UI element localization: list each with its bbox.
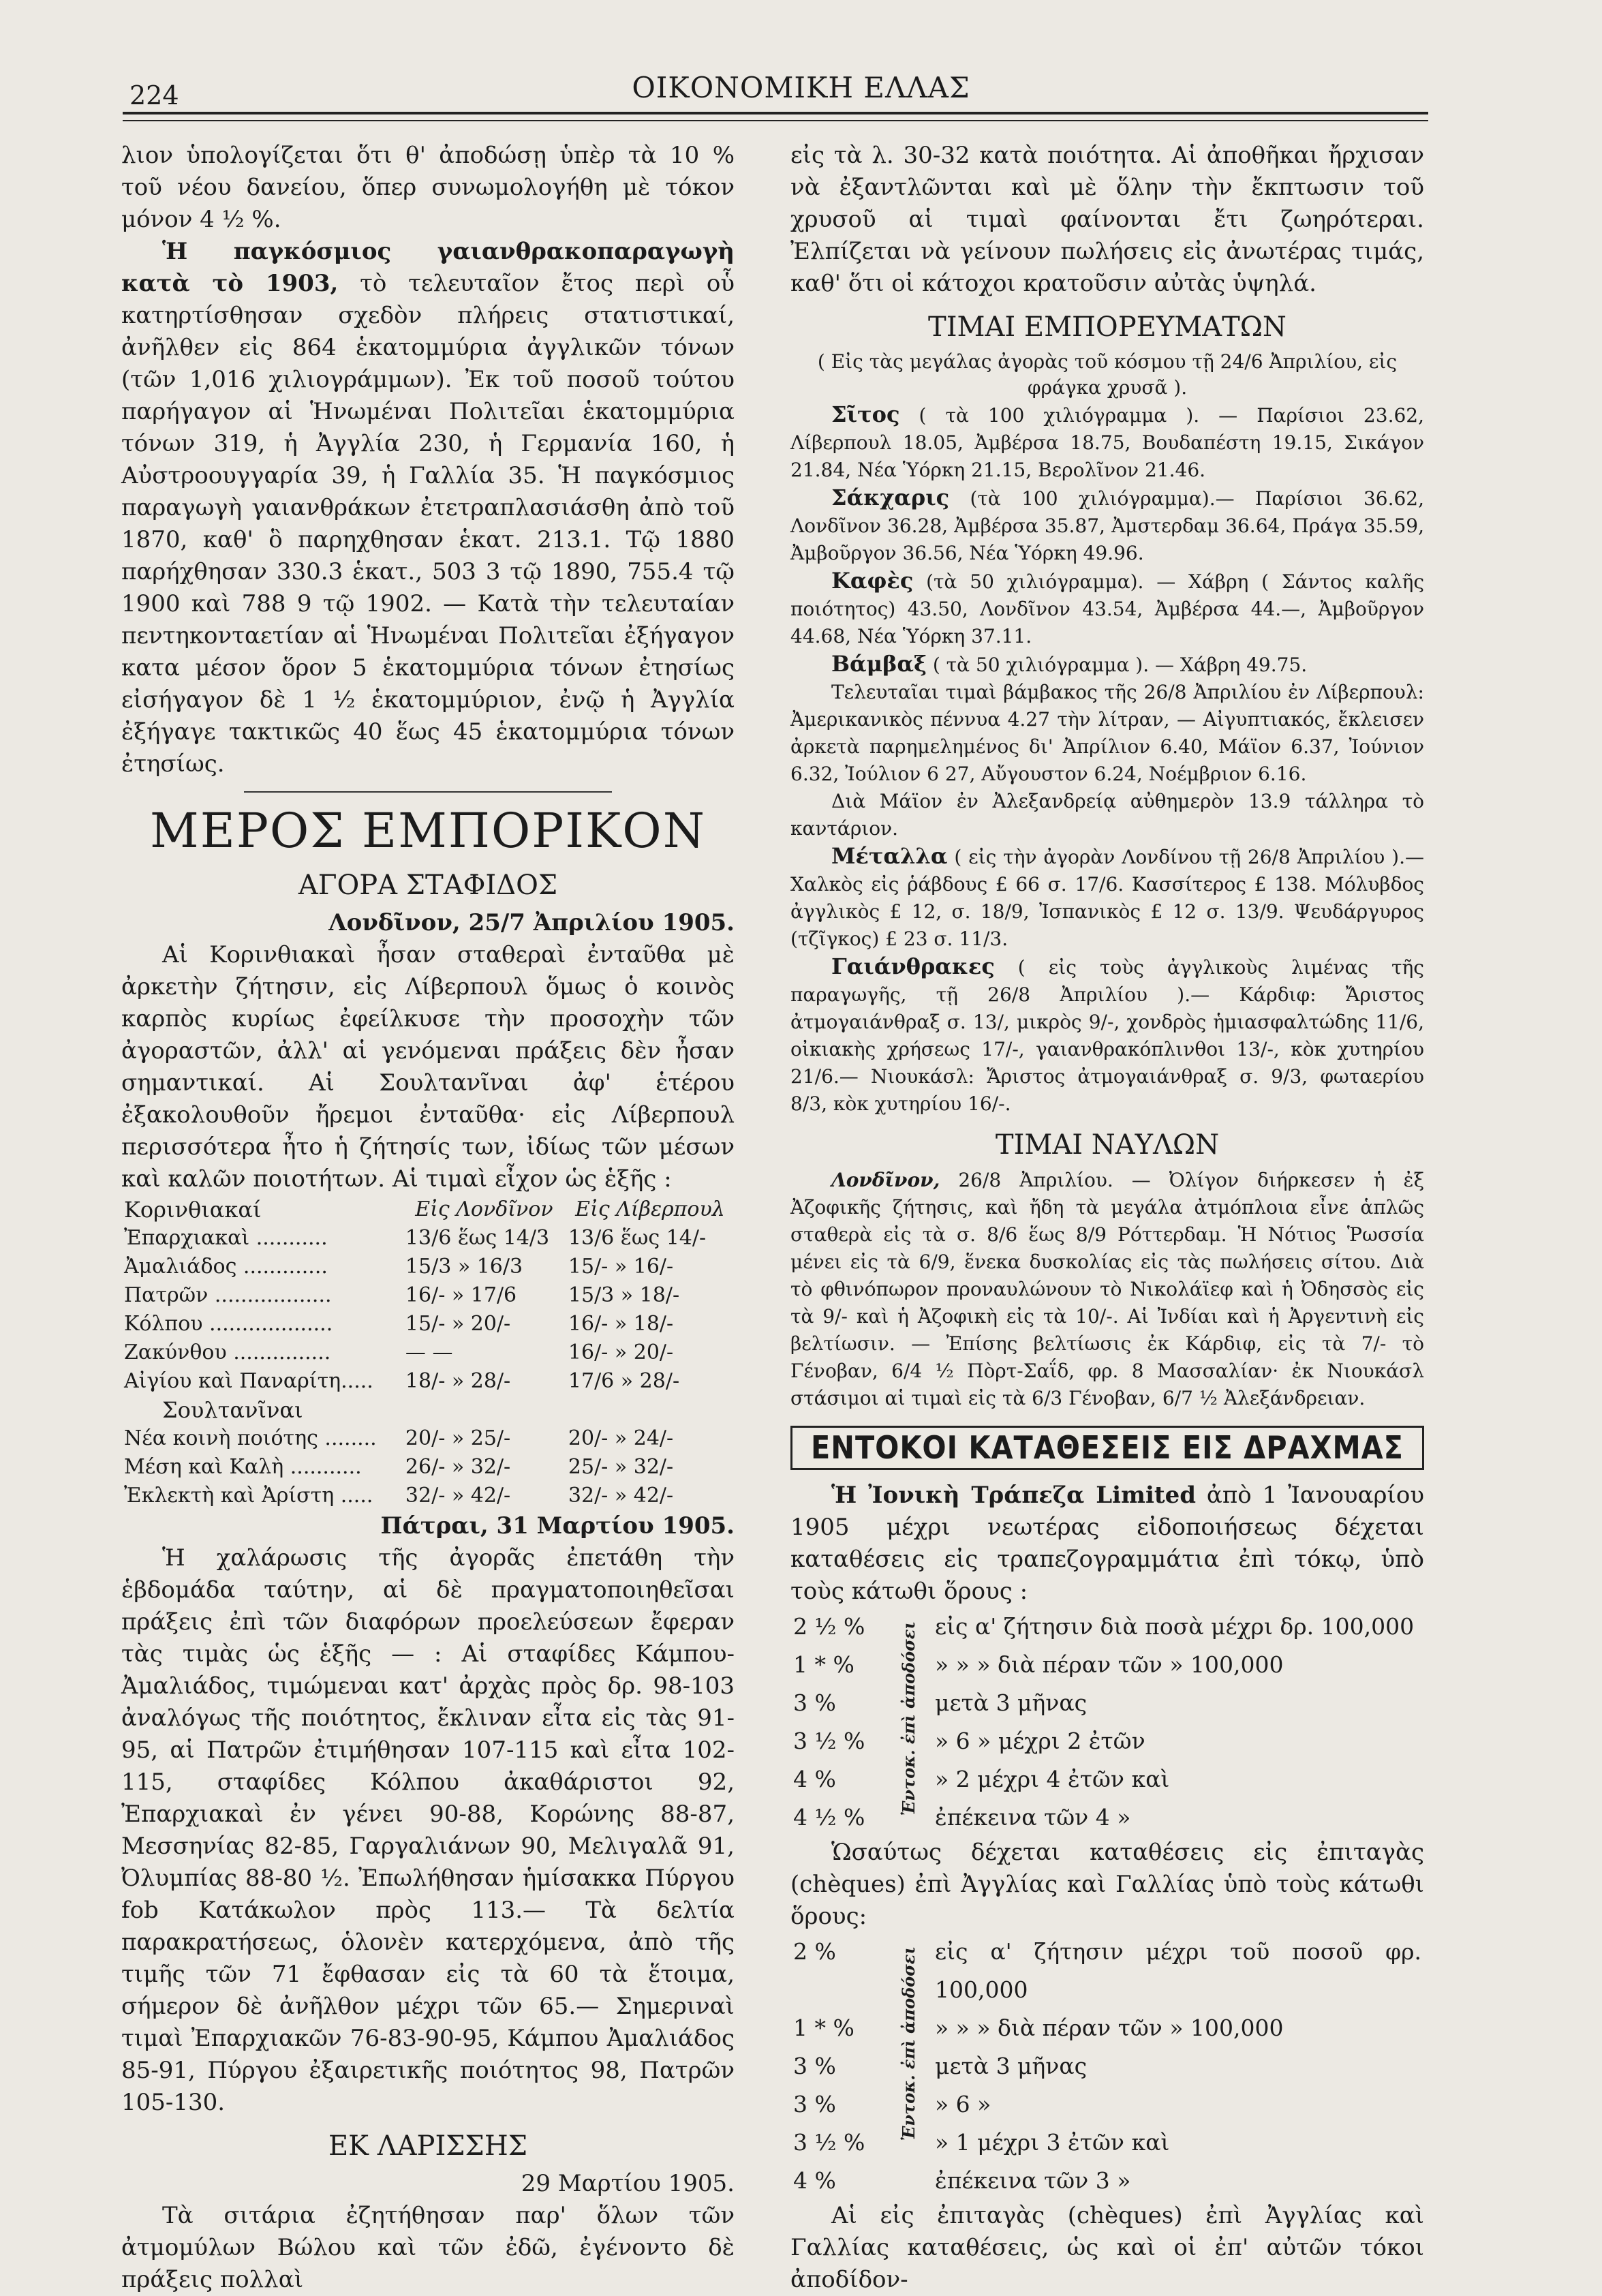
header-rule-thin bbox=[123, 120, 1428, 121]
larissa-date: 29 Μαρτίου 1905. bbox=[521, 2170, 735, 2197]
right-column bbox=[790, 140, 1424, 2296]
cell-liverpool: 15/3 » 18/- bbox=[568, 1283, 680, 1307]
side-note: Ἐντοκ. ἐπὶ ἀποδόσει bbox=[899, 1621, 919, 1816]
rate-desc: μετὰ 3 μῆνας bbox=[935, 2053, 1088, 2079]
goods-subtitle: ( Εἰς τὰς μεγάλας ἀγορὰς τοῦ κόσμου τῇ 24/6 Ἀπριλίου, εἰς φράγκα χρυσᾶ ). bbox=[817, 350, 1398, 399]
cell-liverpool: 20/- » 24/- bbox=[568, 1426, 674, 1450]
rate-desc: μετὰ 3 μῆνας bbox=[935, 1689, 1088, 1716]
table-row bbox=[790, 1722, 1424, 1760]
larissa-title: ΕΚ ΛΑΡΙΣΣΗΣ bbox=[328, 2130, 527, 2162]
rate-desc: » 1 μέχρι 3 ἐτῶν καὶ bbox=[935, 2129, 1170, 2156]
patras-text: Ἡ χαλάρωσις τῆς ἀγορᾶς ἐπετάθη τὴν ἑβδομάδα ταύτην, αἱ δὲ πραγματοποιηθεῖσαι πράξεις ἐπὶ τῶν διαφόρων προελεύσεων ἔφεραν τὰς τιμὰς ὡς ἑξῆς — : Αἱ σταφίδες Κάμπου-Ἀμαλιάδος, τιμώμεναι κατ' ἀρχὰς πρὸς δρ. 98-103 ἀναλόγως τῆς ποιότητος, ἔκλιναν εἶτα εἰς τὰς 91-95, αἱ Πατρῶν ἐτιμήθησαν 107-115 καὶ εἶτα 102-115, σταφίδες Κόλπου ἀκαθάριστοι 92, Ἐπαρχιακαὶ ἐν γένει 90-88, Κορώνης 88-87, Μεσσηνίας 82-85, Γαργαλιάνων 90, Μελιγαλᾶ 91, Ὀλυμπίας 88-80 ½. Ἐπωλήθησαν ἡμίσακκα Πύργου fob Κατάκωλον πρὸς 113.— Τὰ δελτία παρακρατήσεως, ὁλονὲν κατερχόμενα, ἀπὸ τῆς τιμῆς τῶν 71 ἔφθασαν εἰς τὰ 60 τὰ ἕτοιμα, σήμερον δὲ ἀνῆλθον μέχρι τῶν 65.— Σημεριναὶ τιμαὶ Ἐπαρχιακῶν 76-83-90-95, Κάμπου Ἀμαλιάδος 85-91, Πύργου ἐξαιρετικῆς ποιότητος 98, Πατρῶν 105-130. bbox=[121, 1544, 735, 2116]
col-header-liverpool: Εἰς Λίβερπουλ bbox=[575, 1197, 725, 1221]
goods-text: ( εἰς τοὺς ἀγγλικοὺς λιμένας τῆς παραγωγῆς, τῇ 26/8 Ἀπριλίου ).— Κάρδιφ: Ἄριστος ἀτμογαιάνθραξ σ. 13/, μικρὸς 9/-, χονδρὸς ἡμιασφαλτώδης 11/6, οἰκιακὴς χρήσεως 17/-, γαιανθρακόπλινθοι 13/-, κὸκ χυτηρίου 21/6.— Νιουκάσλ: Ἄριστος ἀτμογαιάνθραξ σ. 9/3, φωταερίου 8/3, κὸκ χυτηρίου 16/-. bbox=[790, 956, 1424, 1115]
table-row bbox=[790, 1798, 1424, 1837]
col-header-london: Εἰς Λονδῖνον bbox=[415, 1197, 553, 1221]
cell-name: Ἀμαλιάδος ............. bbox=[124, 1255, 328, 1279]
freight-paragraph bbox=[790, 1167, 1424, 1412]
cell-london: 15/- » 20/- bbox=[405, 1312, 511, 1336]
cheque-rates bbox=[790, 1933, 1424, 2200]
left-intro: λιον ὑπολογίζεται ὅτι θ' ἀποδώσῃ ὑπὲρ τὰ 10 % τοῦ νέου δανείου, ὅπερ συνωμολογήθη μὲ τόκον μόνον 4 ½ %. bbox=[121, 142, 735, 233]
separator bbox=[244, 791, 612, 793]
london-text: Αἱ Κορινθιακαὶ ἦσαν σταθεραὶ ἐνταῦθα μὲ ἀρκετὴν ζήτησιν, εἰς Λίβερπουλ ὅμως ὁ κοινὸς καρπὸς κυρίως ἐφείλκυσε τὴν προσοχὴν τῶν ἀγοραστῶν, ἀλλ' αἱ γενόμεναι πράξεις δὲν ἦσαν σημαντικαί. Αἱ Σουλτανῖναι ἀφ' ἑτέρου ἐξακολουθοῦν ἤρεμοι ἐνταῦθα· εἰς Λίβερπουλ περισσότερα ἦτο ἡ ζήτησίς των, ἰδίως τῶν μέσων καὶ καλῶν ποιοτήτων. Αἱ τιμαὶ εἶχον ὡς ἑξῆς : bbox=[121, 941, 735, 1193]
cell-name: Μέση καὶ Καλὴ ........... bbox=[124, 1455, 362, 1479]
goods-text: ( τὰ 100 χιλιόγραμμα ). — Παρίσιοι 23.62, Λίβερπουλ 18.05, Ἀμβέρσα 18.75, Βουδαπέστη 19.15, Σικάγον 21.84, Νέα Ὑόρκη 21.15, Βερολῖνον 21.46. bbox=[790, 404, 1424, 481]
rate: 3 ½ % bbox=[793, 2129, 865, 2156]
freight-title: ΤΙΜΑΙ ΝΑΥΛΩΝ bbox=[995, 1129, 1220, 1161]
currant-title: ΑΓΟΡΑ ΣΤΑΦΙΔΟΣ bbox=[298, 870, 558, 901]
cell-liverpool: 17/6 » 28/- bbox=[568, 1369, 680, 1393]
table-row bbox=[790, 1646, 1424, 1684]
table-row bbox=[121, 1367, 735, 1396]
london-dateline: Λονδῖνον, 25/7 Ἀπριλίου 1905. bbox=[328, 909, 735, 936]
table-row bbox=[790, 2047, 1424, 2085]
cheque-rate-table bbox=[790, 1933, 1424, 2200]
cell-london: 32/- » 42/- bbox=[405, 1484, 511, 1507]
rate: 1 * % bbox=[793, 1651, 854, 1678]
col-header-kind: Κορινθιακαί bbox=[124, 1197, 262, 1223]
cell-name: Πατρῶν .................. bbox=[124, 1283, 332, 1307]
table-row bbox=[121, 1453, 735, 1482]
table-row bbox=[790, 2009, 1424, 2047]
table-row bbox=[790, 1684, 1424, 1722]
rate: 4 % bbox=[793, 2167, 836, 2194]
drachma-rate-table bbox=[790, 1608, 1424, 1837]
table-row bbox=[790, 1933, 1424, 2009]
closing-text: Αἱ εἰς ἐπιταγὰς (chèques) ἐπὶ Ἀγγλίας καὶ Γαλλίας καταθέσεις, ὡς καὶ οἱ ἐπ' αὐτῶν τόκοι ἀποδίδον- bbox=[790, 2202, 1424, 2293]
table-row bbox=[121, 1310, 735, 1338]
coal-paragraph bbox=[121, 236, 735, 780]
goods-text: Τελευταῖαι τιμαὶ βάμβακος τῆς 26/8 Ἀπριλίου ἐν Λίβερπουλ: Ἀμερικανικὸς πέννυα 4.27 τὴν λίτραν, — Αἰγυπτιακός, ἔκλεισεν ἀρκετὰ παρημελημένος δι' Ἀπρίλιον 6.40, Μάϊον 6.37, Ἰούνιον 6.32, Ἰούλιον 6 27, Αὔγουστον 6.24, Νοέμβριον 6.16. bbox=[790, 681, 1424, 785]
cell-name: Ἐπαρχιακαὶ ........... bbox=[124, 1226, 328, 1250]
goods-text: ( τὰ 50 χιλιόγραμμα ). — Χάβρη 49.75. bbox=[926, 654, 1308, 676]
goods-entry bbox=[790, 842, 1424, 953]
cell-name: Ζακύνθου ............... bbox=[124, 1341, 331, 1364]
goods-name: Καφὲς bbox=[831, 568, 914, 594]
goods-entry bbox=[790, 679, 1424, 788]
rate: 4 % bbox=[793, 1766, 836, 1792]
cheques-text: Ὡσαύτως δέχεται καταθέσεις εἰς ἐπιταγὰς (chèques) ἐπὶ Ἀγγλίας καὶ Γαλλίας ὑπὸ τοὺς κάτωθι ὅρους: bbox=[790, 1839, 1424, 1930]
goods-entry bbox=[790, 401, 1424, 484]
rate: 2 % bbox=[793, 1938, 836, 1965]
goods-entry bbox=[790, 953, 1424, 1118]
goods-entry bbox=[790, 650, 1424, 679]
table-row bbox=[121, 1224, 735, 1253]
table-row bbox=[790, 1760, 1424, 1798]
coal-heading: Ἡ παγκόσμιος γαιανθρακοπαραγωγὴ κατὰ τὸ 1903, bbox=[121, 238, 735, 297]
table-row bbox=[121, 1338, 735, 1367]
table-row bbox=[121, 1424, 735, 1453]
cell-name: Κόλπου ................... bbox=[124, 1312, 333, 1336]
cell-london: — — bbox=[405, 1341, 453, 1364]
rate: 1 * % bbox=[793, 2015, 854, 2041]
table-row bbox=[790, 1608, 1424, 1646]
table-row bbox=[121, 1253, 735, 1281]
table-row bbox=[121, 1281, 735, 1310]
running-title: ΟΙΚΟΝΟΜΙΚΗ ΕΛΛΑΣ bbox=[632, 71, 970, 104]
goods-name: Γαιάνθρακες bbox=[831, 953, 995, 979]
cell-name: Νέα κοινὴ ποιότης ........ bbox=[124, 1426, 377, 1450]
goods-text: Διὰ Μάϊον ἐν Ἀλεξανδρείᾳ αὐθημερὸν 13.9 τάλληρα τὸ καντάριον. bbox=[790, 790, 1424, 840]
rate-desc: » » » διὰ πέραν τῶν » 100,000 bbox=[935, 2015, 1284, 2041]
table-row bbox=[790, 2085, 1424, 2124]
rate-desc: » 6 » bbox=[935, 2091, 991, 2117]
cell-liverpool: 16/- » 18/- bbox=[568, 1312, 674, 1336]
cell-name: Αἰγίου καὶ Παναρίτη..... bbox=[124, 1369, 373, 1393]
ionian-text: ἀπὸ 1 Ἰανουαρίου 1905 μέχρι νεωτέρας εἰδοποιήσεως δέχεται καταθέσεις εἰς τραπεζογραμμάτια ἐπὶ τόκῳ, ὑπὸ τοὺς κάτωθι ὅρους : bbox=[790, 1482, 1425, 1605]
side-note: Ἐντοκ. ἐπὶ ἀποδόσει bbox=[899, 1946, 919, 2141]
cell-london: 18/- » 28/- bbox=[405, 1369, 511, 1393]
table-row bbox=[121, 1482, 735, 1510]
goods-name: Μέταλλα bbox=[831, 843, 948, 869]
rate-desc: εἰς α' ζήτησιν διὰ ποσὰ μέχρι δρ. 100,000 bbox=[935, 1613, 1415, 1640]
cell-london: 15/3 » 16/3 bbox=[405, 1255, 523, 1279]
rate: 3 ½ % bbox=[793, 1728, 865, 1754]
rate-desc: εἰς α' ζήτησιν μέχρι τοῦ ποσοῦ φρ. 100,000 bbox=[935, 1938, 1421, 2003]
rate-desc: ἐπέκεινα τῶν 4 » bbox=[935, 1804, 1131, 1831]
cell-london: 13/6 ἕως 14/3 bbox=[405, 1226, 550, 1250]
right-intro: εἰς τὰ λ. 30-32 κατὰ ποιότητα. Αἱ ἀποθῆκαι ἤρχισαν νὰ ἐξαντλῶνται καὶ μὲ ὅλην τὴν ἔκπτωσιν τοῦ χρυσοῦ αἱ τιμαὶ φαίνονται ἔτι ζωηρότεραι. Ἐλπίζεται νὰ γείνουν πωλήσεις εἰς ἀνωτέρας τιμάς, καθ' ὅτι οἱ κάτοχοι κρατοῦσιν αὐτὰς ὑψηλά. bbox=[790, 142, 1424, 297]
goods-entry bbox=[790, 567, 1424, 650]
drachma-rates bbox=[790, 1608, 1424, 1837]
goods-entry bbox=[790, 484, 1424, 567]
header-rule bbox=[123, 112, 1428, 114]
table-row bbox=[790, 2162, 1424, 2200]
cell-liverpool: 32/- » 42/- bbox=[568, 1484, 674, 1507]
cell-london: 20/- » 25/- bbox=[405, 1426, 511, 1450]
patras-dateline: Πάτραι, 31 Μαρτίου 1905. bbox=[380, 1512, 735, 1540]
section-title: ΜΕΡΟΣ ΕΜΠΟΡΙΚΟΝ bbox=[150, 803, 706, 859]
cell-liverpool: 13/6 ἕως 14/- bbox=[568, 1226, 707, 1250]
cell-liverpool: 15/- » 16/- bbox=[568, 1255, 674, 1279]
coal-text: τὸ τελευταῖον ἔτος περὶ οὗ κατηρτίσθησαν σχεδὸν πλήρεις στατιστικαί, ἀνῆλθεν εἰς 864 ἑκατομμύρια ἀγγλικῶν τόνων (τῶν 1,016 χιλιογράμμων). Ἐκ τοῦ ποσοῦ τούτου παρήγαγον αἱ Ἡνωμέναι Πολιτεῖαι ἑκατομμύρια τόνων 319, ἡ Ἀγγλία 230, ἡ Γερμανία 160, ἡ Αὐστροουγγαρία 39, ἡ Γαλλία 35. Ἡ παγκόσμιος παραγωγὴ γαιανθράκων ἐτετραπλασιάσθη ἀπὸ τοῦ 1870, καθ' ὃ παρηχθησαν ἑκατ. 213.1. Τῷ 1880 παρήχθησαν 330.3 ἑκατ., 503 3 τῷ 1890, 755.4 τῷ 1900 καὶ 788 9 τῷ 1902. — Κατὰ τὴν τελευταίαν πεντηκονταετίαν αἱ Ἡνωμέναι Πολιτεῖαι ἐξήγαγον κατα μέσον ὅρον 5 ἑκατομμύρια τόνων ἐτησίως εἰσήγαγον δὲ 1 ½ ἑκατομμύριον, ἐνῷ ἡ Ἀγγλία ἐξήγαγε τακτικῶς 40 ἕως 45 ἑκατομμύρια τόνων ἐτησίως. bbox=[121, 270, 735, 778]
goods-name: Σῖτος bbox=[831, 401, 900, 427]
rate: 4 ½ % bbox=[793, 1804, 865, 1831]
cell-london: 26/- » 32/- bbox=[405, 1455, 511, 1479]
rate: 3 % bbox=[793, 2091, 836, 2117]
table-header bbox=[121, 1195, 735, 1224]
goods-text: ( εἰς τὴν ἀγορὰν Λονδίνου τῇ 26/8 Ἀπριλίου ).— Χαλκὸς εἰς ῥάβδους £ 66 σ. 17/6. Κασσίτερος £ 138. Μόλυβδος ἀγγλικὸς £ 12, σ. 18/9, Ἰσπανικὸς £ 12 σ. 13/9. Ψευδάργυρος (τζῖγκος) £ 23 σ. 11/3. bbox=[790, 846, 1424, 950]
left-column bbox=[121, 140, 735, 2296]
goods-text: (τὰ 50 χιλιόγραμμα). — Χάβρη ( Σάντος καλῆς ποιότητος) 43.50, Λονδῖνον 43.54, Ἀμβέρσα 44.—, Ἀμβοῦργον 44.68, Νέα Ὑόρκη 37.11. bbox=[790, 570, 1424, 647]
rate-desc: » » » διὰ πέραν τῶν » 100,000 bbox=[935, 1651, 1284, 1678]
table-subheader bbox=[121, 1396, 735, 1424]
rate: 3 % bbox=[793, 1689, 836, 1716]
table-row bbox=[790, 2124, 1424, 2162]
goods-name: Σάκχαρις bbox=[831, 485, 950, 510]
goods-title: ΤΙΜΑΙ ΕΜΠΟΡΕΥΜΑΤΩΝ bbox=[928, 311, 1287, 343]
cell-liverpool: 25/- » 32/- bbox=[568, 1455, 674, 1479]
rate-desc: ἐπέκεινα τῶν 3 » bbox=[935, 2167, 1131, 2194]
rate-desc: » 2 μέχρι 4 ἐτῶν καὶ bbox=[935, 1766, 1170, 1792]
freight-text: 26/8 Ἀπριλίου. — Ὀλίγον διήρκεσεν ἡ ἐξ Ἀζοφικῆς ζήτησις, καὶ ἤδη τὰ μεγάλα ἀτμόπλοια εἶνε ἁπλῶς σταθερὰ εἰς τὰ σ. 8/6 ἕως 8/9 Ρόττερδαμ. Ἡ Νότιος Ῥωσσία μένει εἰς τὰ 6/9, ἕνεκα δυσκολίας εἰς τὰς πωλήσεις σίτου. Διὰ τὸ φθινόπωρον προναυλώνουν τὸ Νικολάϊεφ καὶ ἡ Ὀδησσὸς εἰς τὰ 9/- καὶ ἡ Ἀζοφικὴ εἰς τὰ 10/-. Αἱ Ἰνδίαι καὶ ἡ Ἀργεντινὴ εἰς βελτίωσιν. — Ἐπίσης βελτίωσις ἐκ Κάρδιφ, εἰς τὰ 7/- τὸ Γένοβαν, 6/4 ½ Πὸρτ-Σαΐδ, φρ. 8 Μασσαλίαν· ἐκ Νιουκάσλ στάσιμοι αἱ τιμαὶ εἰς τὰ 6/3 Γένοβαν, 6/7 ½ Ἀλεξάνδρειαν. bbox=[790, 1169, 1424, 1409]
sultana-head: Σουλτανῖναι bbox=[162, 1397, 303, 1423]
goods-entry bbox=[790, 788, 1424, 842]
larissa-text: Τὰ σιτάρια ἐζητήθησαν παρ' ὅλων τῶν ἀτμομύλων Βώλου καὶ τῶν ἐδῶ, ἐγένοντο δὲ πράξεις πολλαὶ bbox=[121, 2202, 735, 2293]
rate-desc: » 6 » μέχρι 2 ἐτῶν bbox=[935, 1728, 1145, 1754]
cell-london: 16/- » 17/6 bbox=[405, 1283, 517, 1307]
currant-price-table bbox=[121, 1195, 735, 1510]
goods-text: (τὰ 100 χιλιόγραμμα).— Παρίσιοι 36.62, Λονδῖνον 36.28, Ἀμβέρσα 35.87, Ἀμστερδαμ 36.64, Πράγα 35.59, Ἀμβοῦργον 36.56, Νέα Ὑόρκη 49.96. bbox=[790, 487, 1424, 564]
freight-dateline: Λονδῖνον, bbox=[831, 1169, 940, 1191]
goods-name: Βάμβαξ bbox=[831, 651, 927, 677]
ionian-paragraph bbox=[790, 1480, 1424, 1608]
ionian-bank-name: Ἡ Ἰονικὴ Τράπεζα Limited bbox=[831, 1482, 1197, 1509]
cell-name: Ἐκλεκτὴ καὶ Ἀρίστη ..... bbox=[124, 1484, 373, 1507]
rate: 3 % bbox=[793, 2053, 836, 2079]
rate: 2 ½ % bbox=[793, 1613, 865, 1640]
cell-liverpool: 16/- » 20/- bbox=[568, 1341, 674, 1364]
page-number: 224 bbox=[129, 80, 179, 110]
deposits-title: ΕΝΤΟΚΟΙ ΚΑΤΑΘΕΣΕΙΣ ΕΙΣ ΔΡΑΧΜΑΣ bbox=[790, 1426, 1424, 1470]
